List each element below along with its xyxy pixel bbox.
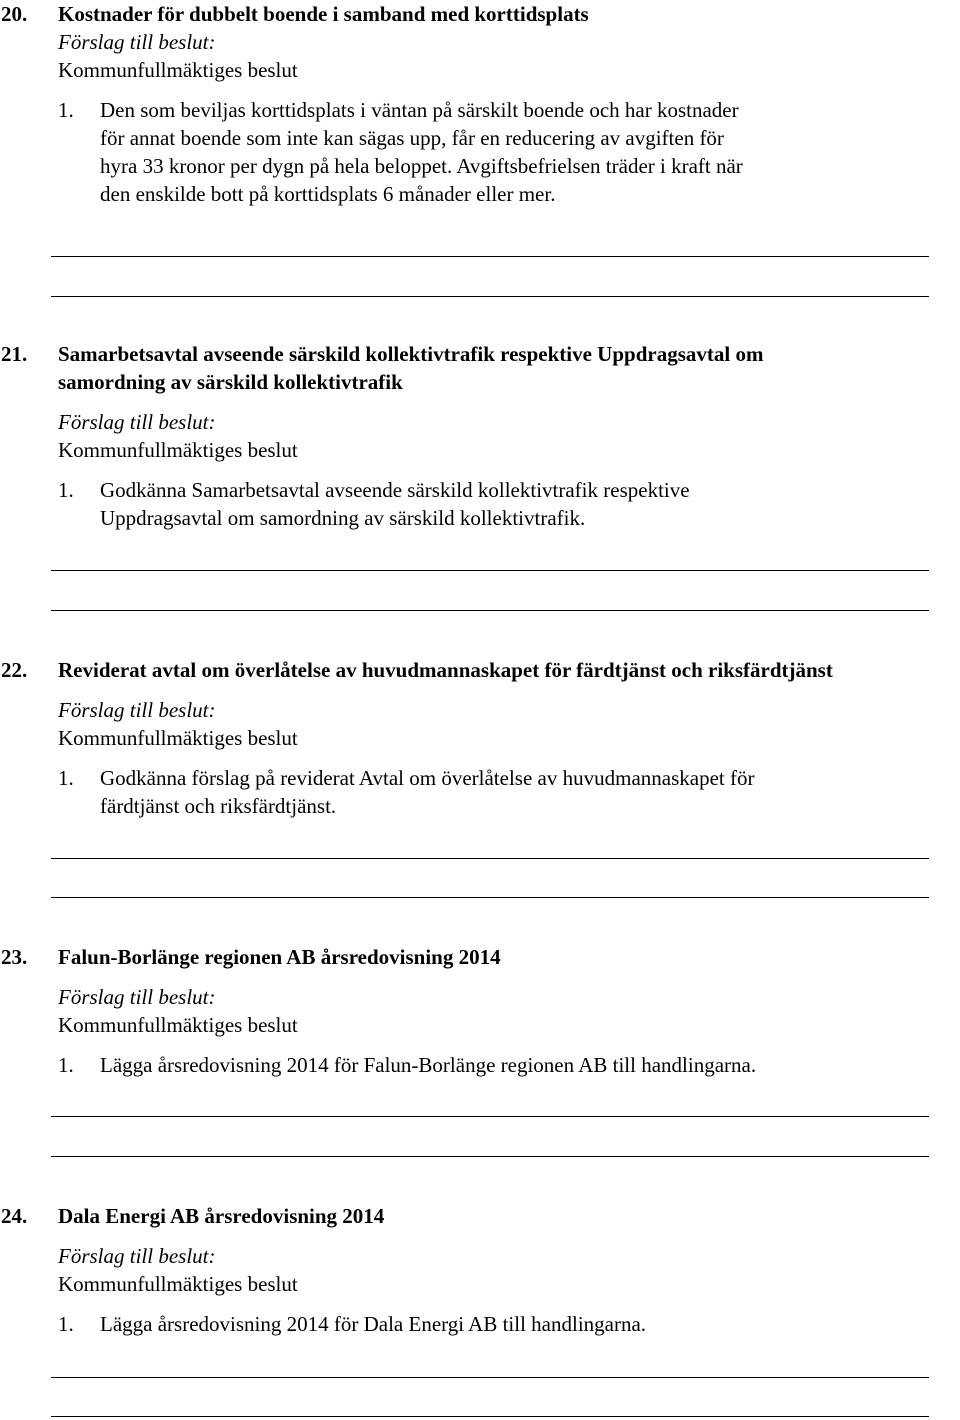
agenda-item-23 [0,943,960,1079]
decision-point-number: 1. [58,1312,74,1336]
decision-point-line: Den som beviljas korttidsplats i väntan på särskilt boende och har kostnader [100,98,739,122]
decision-body: Kommunfullmäktiges beslut [58,726,298,750]
agenda-item-heading [0,1202,960,1230]
decision-body: Kommunfullmäktiges beslut [58,58,298,82]
decision-point-line: den enskilde bott på korttidsplats 6 månader eller mer. [100,182,556,206]
signature-line [51,1377,929,1378]
decision-point [0,1051,960,1079]
agenda-item-heading [0,943,960,971]
signature-line [51,858,929,859]
signature-line [51,256,929,257]
decision-point-line: Lägga årsredovisning 2014 för Falun-Borlänge regionen AB till handlingarna. [100,1053,757,1077]
decision-point-number: 1. [58,1053,74,1077]
agenda-item-title: Kostnader för dubbelt boende i samband med korttidsplats [58,2,589,26]
decision-point-number: 1. [58,478,74,502]
signature-line [51,610,929,611]
signature-line [51,570,929,571]
decision-point [0,764,960,820]
agenda-item-title-line: samordning av särskild kollektivtrafik [58,370,403,394]
proposal-label: Förslag till beslut: [58,698,216,722]
agenda-item-heading [0,656,960,684]
decision-point-line: Godkänna Samarbetsavtal avseende särskild kollektivtrafik respektive [100,478,690,502]
agenda-item-heading [0,0,960,28]
agenda-item-title-line: Samarbetsavtal avseende särskild kollektivtrafik respektive Uppdragsavtal om [58,342,764,366]
agenda-item-number: 21. [1,342,28,366]
decision-body: Kommunfullmäktiges beslut [58,438,298,462]
decision-point-line: Uppdragsavtal om samordning av särskild kollektivtrafik. [100,506,586,530]
proposal-label: Förslag till beslut: [58,985,216,1009]
agenda-item-22 [0,656,960,820]
decision-point-number: 1. [58,98,74,122]
agenda-item-title: Dala Energi AB årsredovisning 2014 [58,1204,385,1228]
decision-point-line: färdtjänst och riksfärdtjänst. [100,794,337,818]
decision-point [0,476,960,532]
proposal-label: Förslag till beslut: [58,1244,216,1268]
decision-point [0,96,960,208]
agenda-item-number: 23. [1,945,28,969]
proposal-label: Förslag till beslut: [58,410,216,434]
decision-point-number: 1. [58,766,74,790]
agenda-item-number: 22. [1,658,28,682]
agenda-item-21 [0,340,960,532]
agenda-item-title: Falun-Borlänge regionen AB årsredovisning 2014 [58,945,501,969]
decision-body: Kommunfullmäktiges beslut [58,1272,298,1296]
agenda-item-number: 24. [1,1204,28,1228]
decision-point-line: Godkänna förslag på reviderat Avtal om överlåtelse av huvudmannaskapet för [100,766,755,790]
agenda-item-title: Reviderat avtal om överlåtelse av huvudmannaskapet för färdtjänst och riksfärdtjänst [58,658,833,682]
agenda-item-number: 20. [1,2,28,26]
signature-line [51,897,929,898]
decision-point-line: Lägga årsredovisning 2014 för Dala Energi AB till handlingarna. [100,1312,647,1336]
agenda-item-24 [0,1202,960,1338]
agenda-item-heading [0,340,960,396]
signature-line [51,296,929,297]
signature-line [51,1156,929,1157]
agenda-item-20 [0,0,960,208]
signature-line [51,1116,929,1117]
proposal-label: Förslag till beslut: [58,30,216,54]
decision-point [0,1310,960,1338]
signature-line [51,1416,929,1417]
decision-point-line: för annat boende som inte kan sägas upp, får en reducering av avgiften för [100,126,724,150]
decision-body: Kommunfullmäktiges beslut [58,1013,298,1037]
decision-point-line: hyra 33 kronor per dygn på hela beloppet. Avgiftsbefrielsen träder i kraft när [100,154,743,178]
